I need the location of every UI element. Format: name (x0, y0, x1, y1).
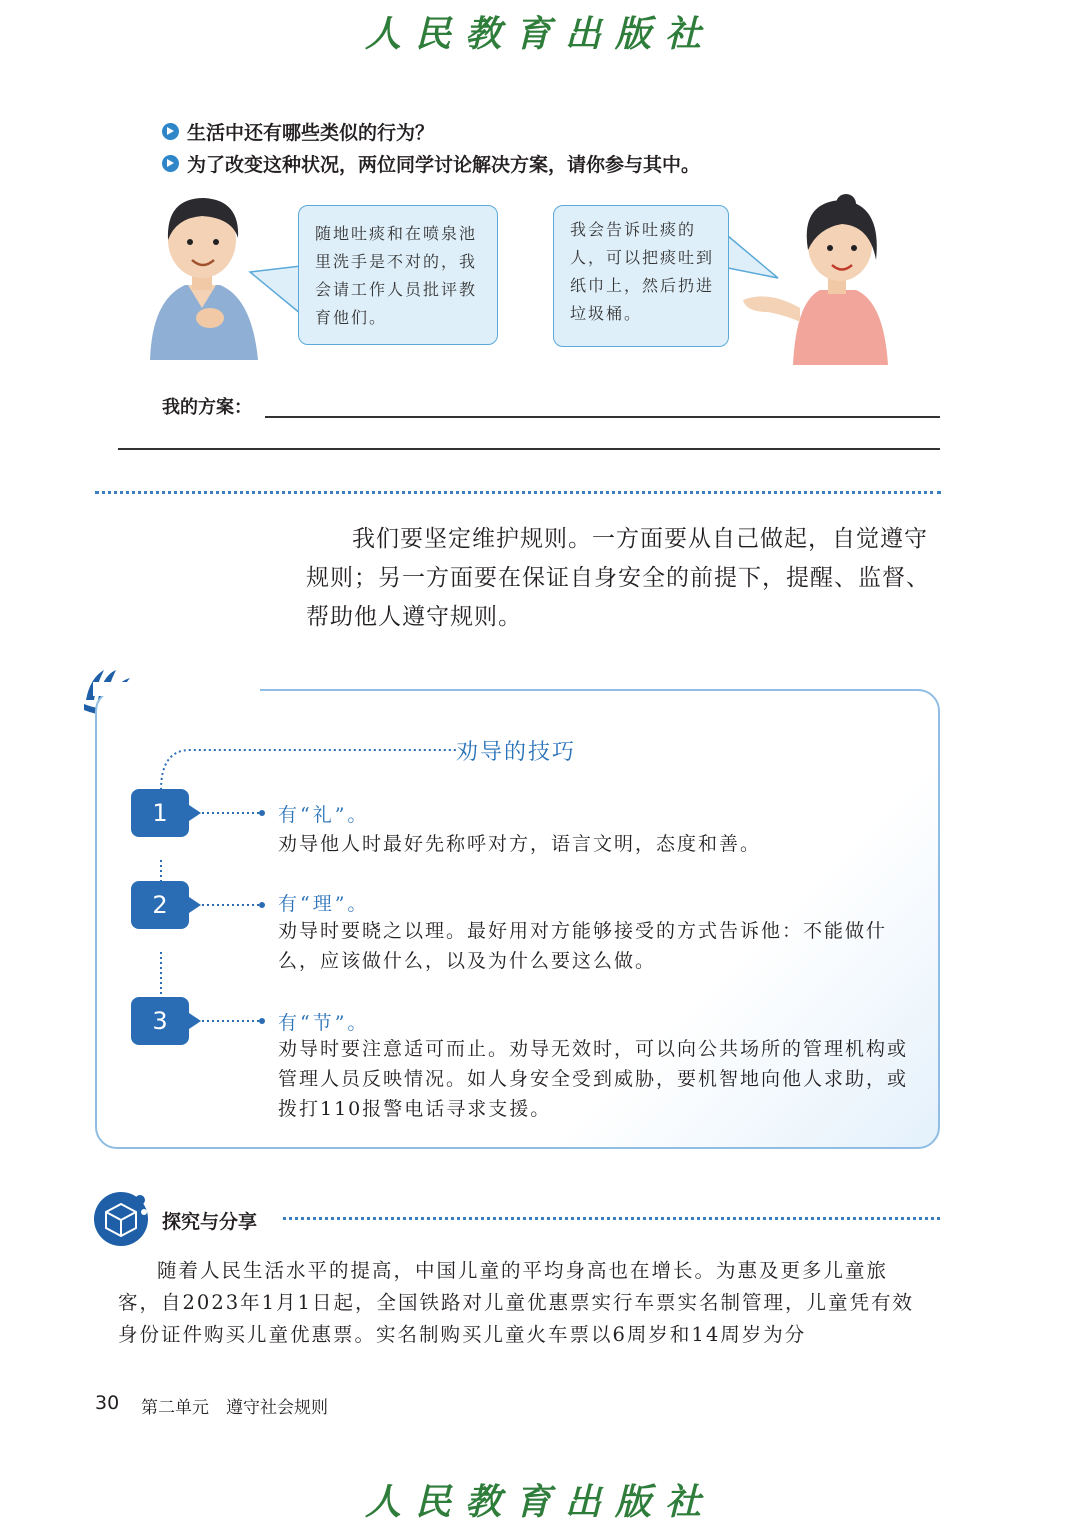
publisher-watermark-bottom: 人民教育出版社 (364, 1481, 715, 1523)
question-text: 为了改变这种状况，两位同学讨论解决方案，请你参与其中。 (187, 154, 701, 176)
tip-number-badge: 3 (131, 997, 189, 1045)
question-item (162, 150, 700, 177)
tip-body: 劝导他人时最好先称呼对方，语言文明，态度和善。 (278, 833, 762, 855)
box-title-gap (93, 682, 260, 696)
tip-heading: 有“理”。 (278, 893, 370, 915)
girl-illustration (738, 190, 898, 365)
tip-number-badge: 1 (131, 789, 189, 837)
section-head-dotted-line (283, 1217, 940, 1220)
plan-answer-line[interactable] (265, 416, 940, 418)
tip-heading: 有“节”。 (278, 1012, 370, 1034)
section-head-line (258, 689, 878, 691)
section-divider (95, 491, 941, 494)
tip-body: 劝导时要晓之以理。最好用对方能够接受的方式告诉他：不能做什么，应该做什么，以及为什么要这么做。 (278, 920, 888, 972)
boy-speech-bubble: 随地吐痰和在喷泉池里洗手是不对的，我会请工作人员批评教育他们。 (298, 205, 498, 345)
my-plan-label: 我的方案： (162, 397, 252, 418)
explore-share-icon (92, 1190, 150, 1248)
tip-body: 劝导时要注意适可而止。劝导无效时，可以向公共场所的管理机构或管理人员反映情况。如人身安全受到威胁，要机智地向他人求助，或拨打110报警电话寻求支援。 (278, 1038, 909, 1120)
plan-answer-line[interactable] (118, 448, 940, 450)
girl-speech-bubble: 我会告诉吐痰的人，可以把痰吐到纸巾上，然后扔进垃圾桶。 (553, 205, 729, 347)
play-bullet-icon (162, 155, 179, 172)
unit-title: 第二单元 遵守社会规则 (141, 1398, 328, 1418)
summary-paragraph: 我们要坚定维护规则。一方面要从自己做起，自觉遵守规则；另一方面要在保证自身安全的前提下，提醒、监督、帮助他人遵守规则。 (306, 526, 930, 630)
question-text: 生活中还有哪些类似的行为？ (187, 122, 435, 144)
question-item (162, 118, 434, 145)
section-title-explore: 探究与分享 (162, 1211, 258, 1233)
boy-illustration (140, 190, 265, 360)
explore-paragraph: 随着人民生活水平的提高，中国儿童的平均身高也在增长。为惠及更多儿童旅客，自2023年1月1日起，全国铁路对儿童优惠票实行车票实名制管理，儿童凭有效身份证件购买儿童优惠票。实名制购买儿童火车票以6周岁和14周岁为分 (118, 1259, 914, 1346)
play-bullet-icon (162, 123, 179, 140)
publisher-watermark-top: 人民教育出版社 (364, 13, 715, 55)
method-title: 劝导的技巧 (456, 740, 577, 765)
page-number: 30 (95, 1392, 120, 1414)
tip-number-badge: 2 (131, 881, 189, 929)
tip-heading: 有“礼”。 (278, 804, 370, 826)
